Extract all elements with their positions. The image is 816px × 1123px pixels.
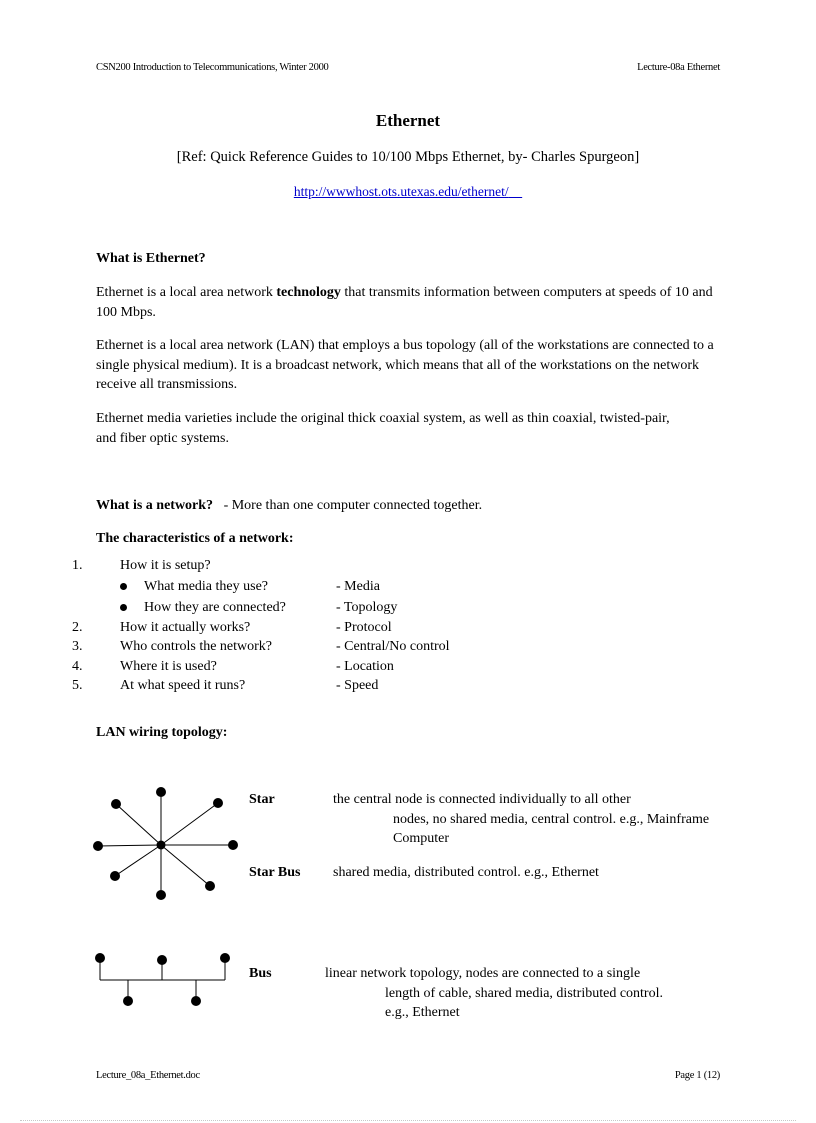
section-heading-what-is-ethernet: What is Ethernet? (96, 251, 206, 266)
network-definition: What is a network? - More than one computer connected together. (96, 498, 483, 513)
reference-link[interactable]: http://wwwhost.ots.utexas.edu/ethernet/ (293, 184, 509, 199)
lan-topology-heading: LAN wiring topology: (96, 725, 228, 740)
star-description-line3: Computer (393, 831, 449, 846)
node (228, 840, 238, 850)
star-label: Star (249, 792, 275, 807)
list-item-value: - Media (336, 579, 380, 594)
list-item-text: Who controls the network? (120, 639, 273, 654)
node (95, 953, 105, 963)
star-description-line1: the central node is connected individually to all other (333, 792, 631, 807)
paragraph-3: Ethernet media varieties include the original thick coaxial system, as well as thin coaxial, twisted-pair, and fiber optic systems. (96, 411, 670, 446)
list-item-value: - Topology (336, 600, 398, 615)
list-item-text: At what speed it runs? (120, 678, 246, 693)
page-title: Ethernet (375, 111, 441, 130)
paragraph-1: Ethernet is a local area network technology that transmits information between computers at speeds of 10 and 100 Mbps. (96, 285, 713, 320)
running-header-left: CSN200 Introduction to Telecommunications, Winter 2000 (96, 62, 329, 73)
bus-topology-diagram (88, 948, 238, 1010)
star-description-line2: nodes, no shared media, central control. e.g., Mainframe (393, 812, 710, 827)
list-item-text: What media they use? (144, 579, 269, 594)
characteristics-heading: The characteristics of a network: (96, 531, 294, 546)
reference-line: [Ref: Quick Reference Guides to 10/100 Mbps Ethernet, by- Charles Spurgeon] (176, 149, 640, 165)
bus-description-line3: e.g., Ethernet (385, 1005, 460, 1020)
central-node (157, 841, 166, 850)
node (111, 799, 121, 809)
page-edge-divider (20, 1120, 796, 1121)
node (156, 787, 166, 797)
node (213, 798, 223, 808)
bus-description-line1: linear network topology, nodes are connected to a single (325, 966, 641, 981)
running-header-right: Lecture-08a Ethernet (637, 62, 720, 73)
node (157, 955, 167, 965)
star-bus-description: shared media, distributed control. e.g., Ethernet (333, 865, 599, 880)
node (110, 871, 120, 881)
list-item-value: - Protocol (336, 620, 392, 635)
paragraph-2: Ethernet is a local area network (LAN) that employs a bus topology (all of the workstations are connected to a single physical medium). It is a broadcast network, which means that all of the workstations on the network receive all transmissions. (96, 338, 714, 392)
bus-description-line2: length of cable, shared media, distributed control. (385, 986, 663, 1001)
list-item-number: 3. (72, 639, 83, 654)
node (93, 841, 103, 851)
node (220, 953, 230, 963)
list-item-text: How they are connected? (144, 600, 286, 615)
list-item-text: How it actually works? (120, 620, 251, 635)
bullet-icon (120, 583, 127, 590)
node (156, 890, 166, 900)
footer-page-number: Page 1 (12) (674, 1070, 720, 1081)
footer-filename: Lecture_08a_Ethernet.doc (96, 1070, 200, 1081)
list-item-number: 5. (72, 678, 83, 693)
list-item-value: - Central/No control (336, 639, 450, 654)
list-item-number: 1. (72, 558, 83, 573)
star-bus-label: Star Bus (249, 865, 301, 880)
list-item-value: - Speed (336, 678, 379, 693)
bus-label: Bus (249, 966, 272, 981)
node (205, 881, 215, 891)
node (191, 996, 201, 1006)
bullet-icon (120, 604, 127, 611)
list-item-number: 4. (72, 659, 83, 674)
list-item-value: - Location (336, 659, 394, 674)
list-item-text: How it is setup? (120, 558, 211, 573)
star-topology-diagram (88, 780, 248, 910)
list-item-number: 2. (72, 620, 83, 635)
node (123, 996, 133, 1006)
list-item-text: Where it is used? (120, 659, 217, 674)
